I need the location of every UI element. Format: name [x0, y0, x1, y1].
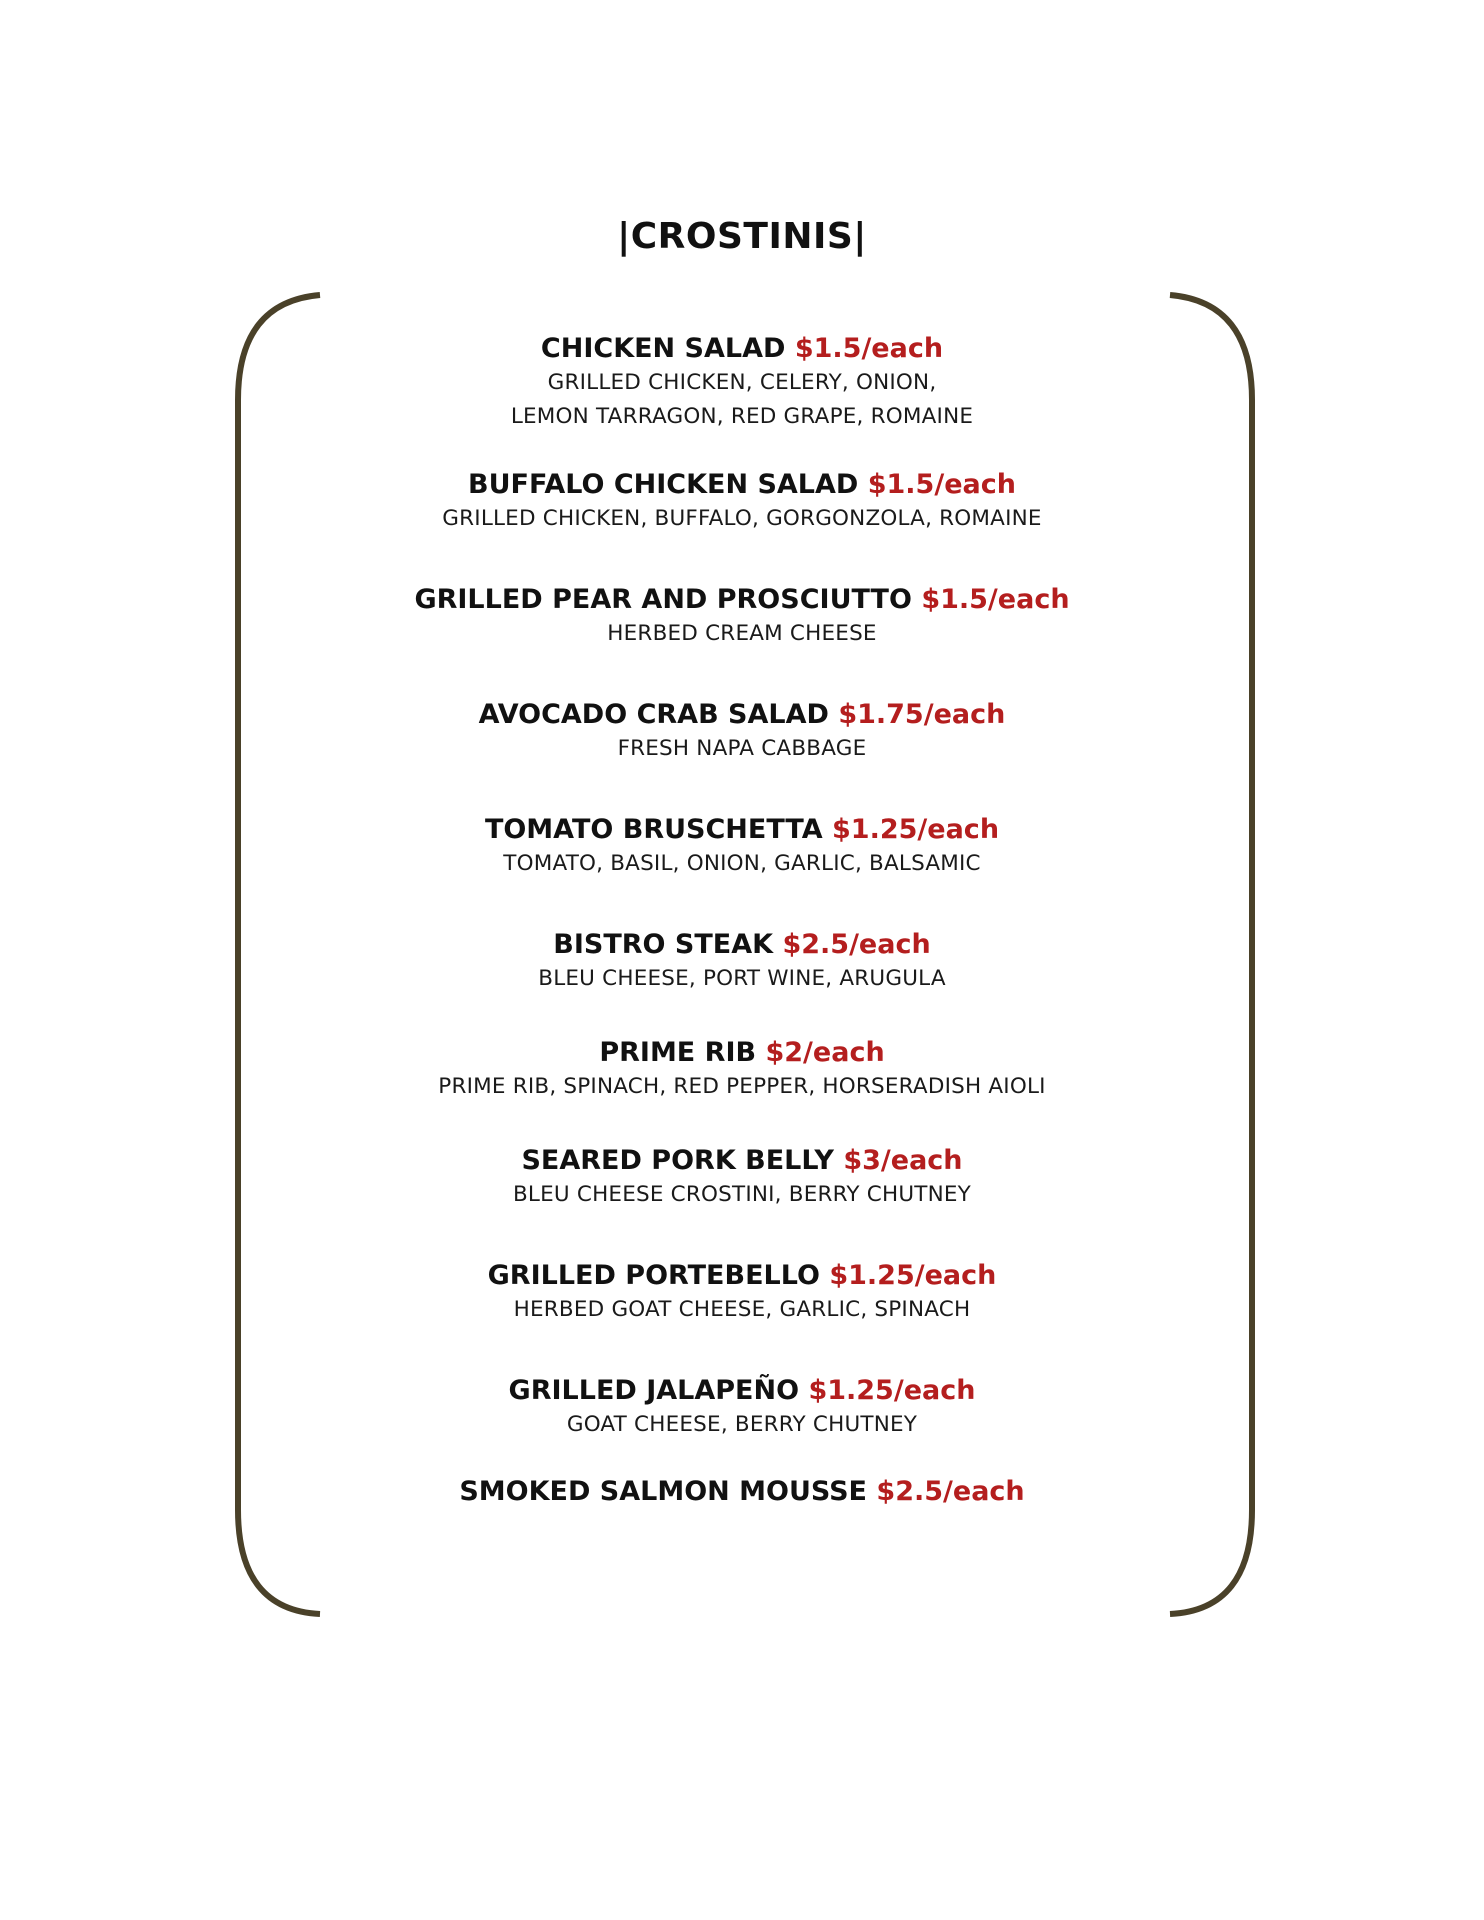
menu-item [0, 468, 1484, 536]
item-price: $2/each [765, 1037, 885, 1068]
item-description: PRIME RIB, SPINACH, RED PEPPER, HORSERADISH AIOLI [438, 1074, 1046, 1099]
item-price: $1.25/each [829, 1260, 997, 1291]
item-name: BISTRO STEAK [553, 929, 774, 960]
menu-item [0, 698, 1484, 766]
menu-item [0, 332, 1484, 434]
item-name: GRILLED JALAPEÑO [508, 1375, 800, 1406]
item-price: $2.5/each [876, 1476, 1025, 1507]
item-price: $1.5/each [921, 584, 1070, 615]
item-description: BLEU CHEESE, PORT WINE, ARUGULA [538, 966, 946, 991]
item-name: GRILLED PORTEBELLO [487, 1260, 820, 1291]
item-description: GOAT CHEESE, BERRY CHUTNEY [566, 1412, 918, 1437]
item-name: BUFFALO CHICKEN SALAD [468, 469, 859, 500]
item-name: PRIME RIB [599, 1037, 757, 1068]
page-title: |CROSTINIS| [617, 216, 867, 257]
item-name: CHICKEN SALAD [540, 333, 786, 364]
item-description: HERBED CREAM CHEESE [607, 621, 877, 646]
item-description: GRILLED CHICKEN, BUFFALO, GORGONZOLA, ROMAINE [442, 506, 1042, 531]
item-price: $1.25/each [832, 814, 1000, 845]
menu-item [0, 1374, 1484, 1442]
item-name: SMOKED SALMON MOUSSE [459, 1476, 868, 1507]
item-price: $1.5/each [794, 333, 944, 364]
item-name: AVOCADO CRAB SALAD [478, 699, 829, 730]
menu-item [0, 1259, 1484, 1327]
menu-item [0, 813, 1484, 881]
menu-item [0, 1036, 1484, 1104]
item-description: FRESH NAPA CABBAGE [617, 736, 867, 761]
menu-item [0, 928, 1484, 996]
item-description: LEMON TARRAGON, RED GRAPE, ROMAINE [510, 404, 974, 429]
menu-item [0, 583, 1484, 651]
item-price: $2.5/each [782, 929, 931, 960]
item-description: HERBED GOAT CHEESE, GARLIC, SPINACH [513, 1297, 971, 1322]
item-name: SEARED PORK BELLY [521, 1145, 834, 1176]
item-description: GRILLED CHICKEN, CELERY, ONION, [547, 370, 937, 395]
item-price: $1.5/each [867, 469, 1016, 500]
item-description: TOMATO, BASIL, ONION, GARLIC, BALSAMIC [503, 851, 981, 876]
item-price: $3/each [843, 1145, 963, 1176]
item-name: TOMATO BRUSCHETTA [484, 814, 823, 845]
item-name: GRILLED PEAR AND PROSCIUTTO [414, 584, 912, 615]
item-description: BLEU CHEESE CROSTINI, BERRY CHUTNEY [512, 1182, 972, 1207]
item-price: $1.25/each [808, 1375, 976, 1406]
menu-item [0, 1475, 1484, 1509]
item-price: $1.75/each [838, 699, 1006, 730]
menu-item [0, 1144, 1484, 1212]
